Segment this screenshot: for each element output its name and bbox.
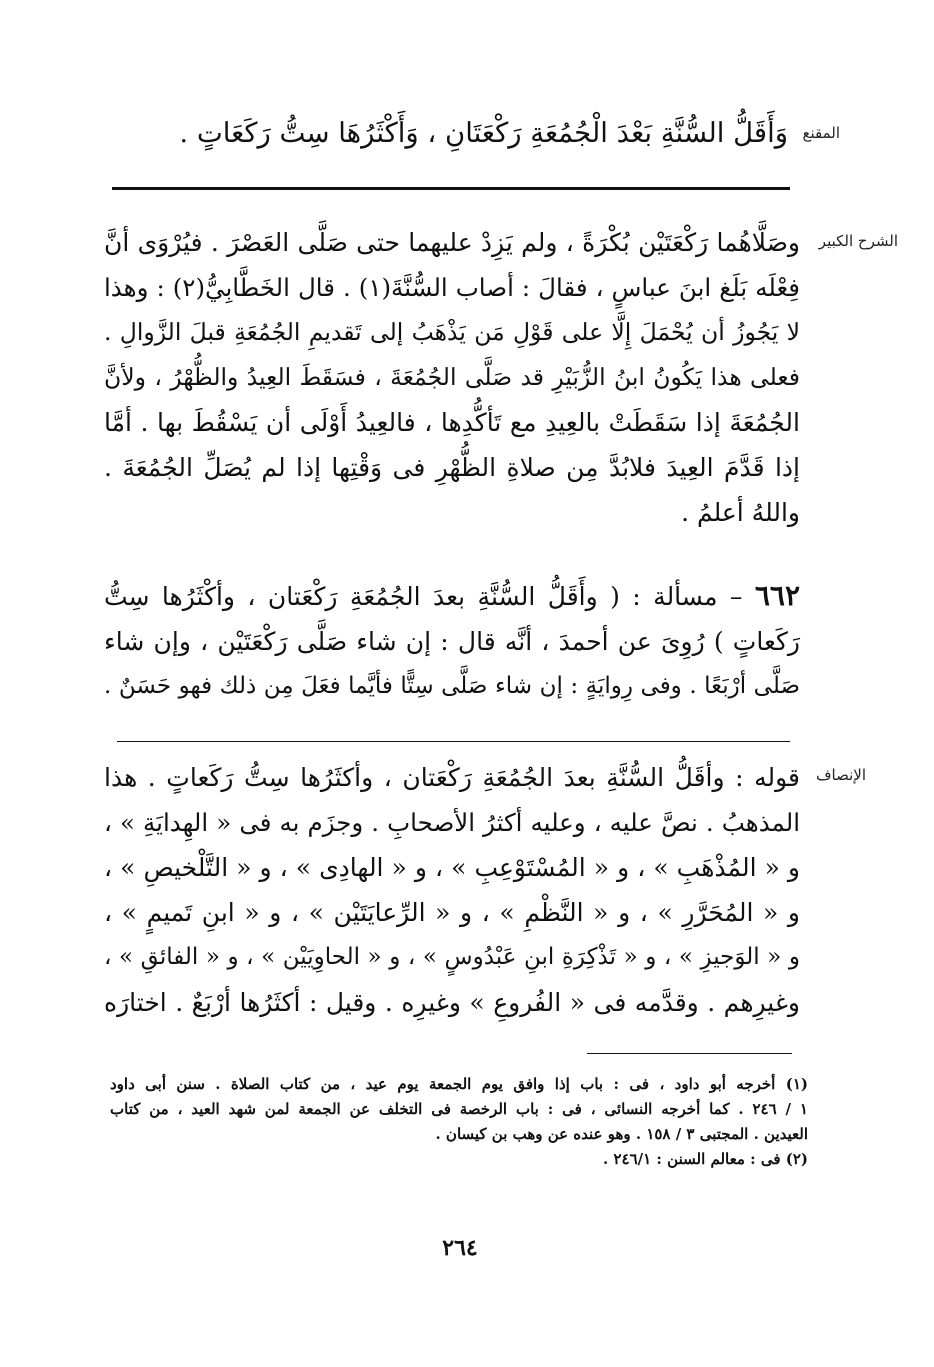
text-line: لا يَجُوزُ أن يُحْمَلَ إِلَّا على قَوْلِ مَن يَذْهَبُ إلى تَقديمِ الجُمُعَةِ قبلَ الزَّوالِ . (104, 318, 800, 346)
text-line: واللهُ أعلمُ . (681, 498, 800, 527)
text-line: وَأَقَلُّ السُّنَّةِ بَعْدَ الْجُمُعَةِ رَكْعَتَانِ ، وَأَكْثَرُهَا سِتُّ رَكَعَاتٍ . (179, 117, 788, 149)
text-line: فعلى هذا يَكُونُ ابنُ الزُّبَيْرِ قد صَلَّى الجُمُعَةَ ، فسَقَطَ العِيدُ والظُّهْرُ ، ولأنَّ (104, 363, 800, 391)
text-line: فِعْلَه بَلَغ ابنَ عباسٍ ، فقالَ : أصاب السُّنَّةَ(١) . قال الخَطَّابِيُّ(٢) : وهذا (104, 273, 800, 302)
text-line: صَلَّى أرْبَعًا . وفى رِوايَةٍ : إن شاء صَلَّى سِتًّا فأيَّما فعَلَ مِن ذلك فهو حَسَنٌ . (104, 673, 800, 699)
section-label-sharh: الشرح الكبير (818, 232, 898, 250)
muqni-text (170, 108, 788, 158)
section-divider (117, 741, 790, 742)
text-line: إذا قَدَّمَ العِيدَ فلابُدَّ مِن صلاةِ الظُّهْرِ فى وَقْتِها إذا لم يُصَلِّ الجُمُعَةَ . (104, 453, 800, 482)
section-divider (112, 187, 790, 190)
text-line: وصَلَّاهُما رَكْعَتَيْن بُكْرَةً ، ولم يَزِدْ عليهما حتى صَلَّى العَصْرَ . فيُرْوَى أنَّ (104, 228, 800, 257)
text-line: وغيرِهم . وقدَّمه فى « الفُروعِ » وغيرِه . وقيل : أكثَرُها أرْبَعٌ . اختارَه (104, 988, 800, 1017)
footnote-divider (587, 1053, 792, 1054)
text-line: رَكَعاتٍ ) رُوِىَ عن أحمدَ ، أنَّه قال : إن شاء صَلَّى رَكْعَتَيْن ، وإن شاء (104, 627, 800, 656)
section-label-insaf: الإنصاف (815, 766, 866, 784)
masala-first-line (104, 573, 800, 619)
masala-number: ٦٦٢ (754, 579, 800, 612)
text-line: – مسألة : ( وأَقَلُّ السُّنَّةِ بعدَ الجُمُعَةِ رَكْعَتان ، وأكْثَرُها سِتُّ (104, 582, 743, 611)
text-line: و « الوَجيزِ » ، و « تَذْكِرَةِ ابنِ عَبْدُوسٍ » ، و « الحاوِيَيْن » ، و « الفائقِ » ، (104, 944, 800, 970)
text-line: و « المُذْهَبِ » ، و « المُسْتَوْعِبِ » ، و « الهادِى » ، و « التَّلْخيصِ » ، (104, 853, 800, 882)
insaf-text (104, 755, 800, 1025)
section-label-muqni: المقنع (802, 124, 840, 142)
text-line: الجُمُعَةَ إذا سَقَطَتْ بالعِيدِ مع تَأكُّدِها ، فالعِيدُ أَوْلَى أن يَسْقُطَ بها . أمَّا (104, 408, 800, 437)
footnotes (110, 1072, 808, 1172)
masala-text (104, 573, 800, 709)
footnote-line: (٢) فى : معالم السنن : ٢٤٦/١ . (603, 1150, 808, 1168)
text-line: و « المُحَرَّرِ » ، و « النَّظْمِ » ، و « الرِّعايَتَيْن » ، و « ابنِ تَميمٍ » ، (104, 898, 800, 927)
text-line: المذهبُ . نصَّ عليه ، وعليه أكثرُ الأصحابِ . وجزَم به فى « الهِدايَةِ » ، (104, 808, 800, 837)
footnote-line: العيدين . المجتبى ٣ / ١٥٨ . وهو عنده عن وهب بن كيسان . (435, 1125, 808, 1143)
page-number: ٢٦٤ (442, 1235, 478, 1261)
sharh-text (104, 220, 800, 535)
footnote-line: ١ / ٢٤٦ . كما أخرجه النسائى ، فى : باب الرخصة فى التخلف عن الجمعة لمن شهد العيد ، من كتاب (110, 1100, 808, 1118)
footnote-line: (١) أخرجه أبو داود ، فى : باب إذا وافق يوم الجمعة يوم عيد ، من كتاب الصلاة . سنن أبى داود (110, 1075, 808, 1093)
text-line: قوله : وأقَلُّ السُّنَّةِ بعدَ الجُمُعَةِ رَكْعَتان ، وأكثَرُها سِتُّ رَكَعاتٍ . هذا (104, 763, 800, 792)
